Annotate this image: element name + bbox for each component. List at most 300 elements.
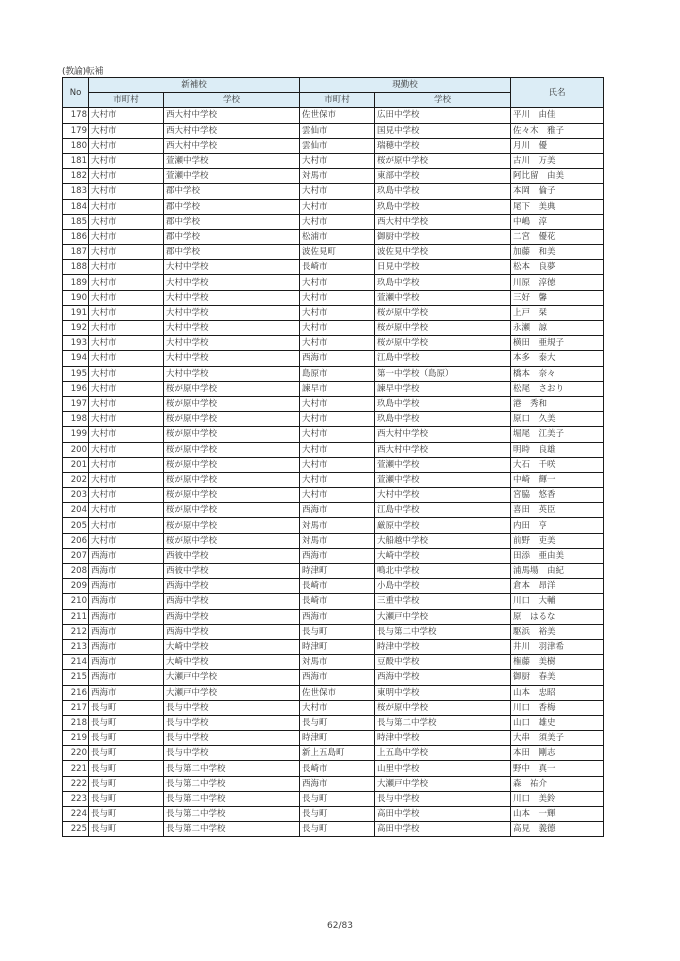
table-row [63,442,604,457]
cell-name: 橋本 奈々 [511,366,604,381]
cell-name: 本田 剛志 [511,746,604,761]
cell-no: 215 [63,670,89,685]
cell-name: 中崎 輝一 [511,472,604,487]
table-row [63,791,604,806]
cell-new-school: 長与第二中学校 [164,776,300,791]
cell-current-school: 萱瀬中学校 [375,290,511,305]
table-row [63,457,604,472]
cell-new-school: 長与中学校 [164,746,300,761]
cell-name: 内田 亨 [511,518,604,533]
cell-no: 223 [63,791,89,806]
cell-new-municipality: 大村市 [89,184,164,199]
table-row [63,609,604,624]
cell-name: 原 はるな [511,609,604,624]
cell-name: 古川 万美 [511,153,604,168]
cell-no: 181 [63,153,89,168]
cell-name: 宮脇 悠香 [511,488,604,503]
cell-current-municipality: 対馬市 [300,169,375,184]
cell-no: 219 [63,731,89,746]
cell-current-school: 江島中学校 [375,351,511,366]
cell-current-municipality: 大村市 [300,412,375,427]
cell-name: 港 秀和 [511,396,604,411]
cell-no: 180 [63,138,89,153]
cell-new-municipality: 大村市 [89,229,164,244]
cell-current-school: 第一中学校（島原） [375,366,511,381]
cell-new-school: 長与中学校 [164,731,300,746]
cell-new-school: 郡中学校 [164,184,300,199]
cell-current-municipality: 大村市 [300,214,375,229]
cell-current-municipality: 時津町 [300,639,375,654]
cell-current-school: 三重中学校 [375,594,511,609]
cell-current-municipality: 長崎市 [300,260,375,275]
cell-name: 川原 淳徳 [511,275,604,290]
cell-new-municipality: 長与町 [89,715,164,730]
cell-name: 原口 久美 [511,412,604,427]
cell-current-municipality: 諫早市 [300,381,375,396]
cell-new-municipality: 西海市 [89,670,164,685]
cell-new-municipality: 大村市 [89,366,164,381]
cell-no: 189 [63,275,89,290]
cell-current-municipality: 島原市 [300,366,375,381]
cell-new-municipality: 大村市 [89,351,164,366]
cell-current-municipality: 大村市 [300,396,375,411]
cell-no: 196 [63,381,89,396]
cell-new-municipality: 大村市 [89,169,164,184]
cell-name: 本岡 倫子 [511,184,604,199]
cell-current-municipality: 長崎市 [300,579,375,594]
cell-new-school: 大瀬戸中学校 [164,685,300,700]
cell-name: 川口 大輔 [511,594,604,609]
table-row [63,427,604,442]
cell-new-municipality: 大村市 [89,260,164,275]
cell-current-school: 山里中学校 [375,761,511,776]
cell-name: 前野 吏美 [511,533,604,548]
cell-new-school: 桜が原中学校 [164,427,300,442]
cell-current-municipality: 大村市 [300,442,375,457]
cell-no: 192 [63,321,89,336]
table-row [63,366,604,381]
cell-no: 200 [63,442,89,457]
cell-new-municipality: 大村市 [89,457,164,472]
cell-no: 210 [63,594,89,609]
header-current-school: 学校 [375,93,511,108]
cell-name: 松本 良夢 [511,260,604,275]
cell-name: 田添 亜由美 [511,548,604,563]
cell-current-school: 西海中学校 [375,670,511,685]
cell-current-municipality: 松浦市 [300,229,375,244]
cell-no: 207 [63,548,89,563]
cell-current-school: 長与中学校 [375,791,511,806]
table-row [63,700,604,715]
cell-current-school: 大瀬戸中学校 [375,609,511,624]
cell-current-school: 萱瀬中学校 [375,457,511,472]
cell-current-municipality: 長与町 [300,791,375,806]
cell-current-school: 玖島中学校 [375,275,511,290]
cell-new-municipality: 大村市 [89,108,164,123]
cell-new-municipality: 西海市 [89,609,164,624]
table-row [63,685,604,700]
cell-no: 199 [63,427,89,442]
cell-new-municipality: 西海市 [89,685,164,700]
cell-new-school: 西彼中学校 [164,548,300,563]
cell-name: 倉本 昂洋 [511,579,604,594]
cell-no: 209 [63,579,89,594]
cell-no: 185 [63,214,89,229]
cell-current-school: 西大村中学校 [375,214,511,229]
header-new-municipality: 市町村 [89,93,164,108]
header-current-school-group: 現勤校 [300,78,511,93]
transfer-roster-table [62,77,604,837]
cell-current-municipality: 西海市 [300,776,375,791]
table-row [63,503,604,518]
cell-no: 218 [63,715,89,730]
cell-new-school: 長与第二中学校 [164,791,300,806]
cell-current-school: 鳴北中学校 [375,564,511,579]
cell-new-school: 長与中学校 [164,700,300,715]
cell-current-municipality: 対馬市 [300,533,375,548]
table-row [63,776,604,791]
cell-current-municipality: 雲仙市 [300,123,375,138]
cell-current-school: 大船越中学校 [375,533,511,548]
cell-no: 224 [63,807,89,822]
cell-current-school: 玖島中学校 [375,396,511,411]
cell-new-school: 大崎中学校 [164,639,300,654]
cell-current-school: 波佐見中学校 [375,245,511,260]
cell-no: 217 [63,700,89,715]
cell-new-municipality: 大村市 [89,123,164,138]
cell-no: 182 [63,169,89,184]
table-row [63,639,604,654]
cell-no: 206 [63,533,89,548]
cell-no: 198 [63,412,89,427]
table-body [63,108,604,837]
cell-new-school: 郡中学校 [164,245,300,260]
cell-current-municipality: 大村市 [300,488,375,503]
cell-current-school: 日見中学校 [375,260,511,275]
table-row [63,564,604,579]
cell-new-school: 桜が原中学校 [164,472,300,487]
cell-new-school: 西彼中学校 [164,564,300,579]
cell-no: 179 [63,123,89,138]
cell-current-school: 西大村中学校 [375,442,511,457]
cell-current-municipality: 西海市 [300,609,375,624]
table-row [63,336,604,351]
cell-no: 191 [63,305,89,320]
cell-name: 山口 雄史 [511,715,604,730]
cell-new-municipality: 大村市 [89,396,164,411]
cell-no: 208 [63,564,89,579]
cell-current-school: 小島中学校 [375,579,511,594]
header-name: 氏名 [511,78,604,108]
cell-name: 加藤 和美 [511,245,604,260]
cell-name: 二宮 優花 [511,229,604,244]
cell-current-municipality: 大村市 [300,472,375,487]
cell-new-municipality: 大村市 [89,153,164,168]
cell-new-school: 西大村中学校 [164,123,300,138]
cell-new-school: 大村中学校 [164,321,300,336]
cell-no: 184 [63,199,89,214]
cell-name: 阿比留 由美 [511,169,604,184]
cell-new-school: 西海中学校 [164,579,300,594]
cell-new-municipality: 大村市 [89,214,164,229]
table-row [63,321,604,336]
table-row [63,260,604,275]
cell-current-municipality: 西海市 [300,503,375,518]
cell-new-municipality: 大村市 [89,199,164,214]
cell-new-school: 桜が原中学校 [164,488,300,503]
cell-current-municipality: 対馬市 [300,655,375,670]
table-row [63,746,604,761]
cell-current-municipality: 大村市 [300,336,375,351]
header-current-municipality: 市町村 [300,93,375,108]
cell-new-school: 萱瀬中学校 [164,153,300,168]
cell-no: 187 [63,245,89,260]
cell-current-school: 玖島中学校 [375,199,511,214]
cell-new-municipality: 西海市 [89,624,164,639]
cell-new-school: 西海中学校 [164,594,300,609]
cell-new-school: 西海中学校 [164,609,300,624]
cell-new-municipality: 長与町 [89,731,164,746]
cell-current-municipality: 長崎市 [300,594,375,609]
cell-current-school: 厳原中学校 [375,518,511,533]
cell-new-school: 桜が原中学校 [164,533,300,548]
cell-name: 大串 須美子 [511,731,604,746]
cell-new-school: 西大村中学校 [164,138,300,153]
cell-no: 220 [63,746,89,761]
cell-name: 川口 美鈴 [511,791,604,806]
cell-current-municipality: 西海市 [300,351,375,366]
cell-current-school: 大村中学校 [375,488,511,503]
cell-new-school: 大村中学校 [164,305,300,320]
cell-no: 205 [63,518,89,533]
cell-new-school: 桜が原中学校 [164,503,300,518]
cell-current-school: 桜が原中学校 [375,336,511,351]
cell-current-municipality: 西海市 [300,548,375,563]
cell-new-municipality: 大村市 [89,427,164,442]
cell-name: 浦馬場 由紀 [511,564,604,579]
cell-current-school: 玖島中学校 [375,184,511,199]
table-row [63,488,604,503]
cell-new-municipality: 大村市 [89,290,164,305]
cell-current-municipality: 波佐見町 [300,245,375,260]
cell-new-municipality: 西海市 [89,548,164,563]
cell-name: 横田 亜規子 [511,336,604,351]
cell-current-municipality: 大村市 [300,153,375,168]
page-number: 62/83 [327,921,353,931]
cell-new-municipality: 西海市 [89,594,164,609]
cell-no: 194 [63,351,89,366]
cell-no: 214 [63,655,89,670]
cell-name: 明時 良雄 [511,442,604,457]
cell-name: 高見 義德 [511,822,604,837]
cell-name: 駆浜 裕美 [511,624,604,639]
table-row [63,822,604,837]
cell-current-school: 桜が原中学校 [375,153,511,168]
cell-name: 松尾 さおり [511,381,604,396]
table-row [63,214,604,229]
cell-name: 御厨 春美 [511,670,604,685]
cell-new-municipality: 大村市 [89,138,164,153]
cell-name: 上戸 栞 [511,305,604,320]
table-row [63,533,604,548]
cell-new-municipality: 大村市 [89,245,164,260]
table-row [63,548,604,563]
cell-no: 225 [63,822,89,837]
table-row [63,199,604,214]
cell-new-municipality: 長与町 [89,791,164,806]
cell-new-municipality: 長与町 [89,807,164,822]
table-row [63,138,604,153]
cell-current-municipality: 長与町 [300,624,375,639]
table-row [63,412,604,427]
cell-name: 中嶋 淳 [511,214,604,229]
cell-name: 森 祐介 [511,776,604,791]
cell-current-municipality: 大村市 [300,321,375,336]
cell-new-municipality: 大村市 [89,518,164,533]
cell-current-school: 桜が原中学校 [375,321,511,336]
cell-current-school: 東部中学校 [375,169,511,184]
header-no: No [63,78,89,108]
table-row [63,290,604,305]
cell-current-school: 御厨中学校 [375,229,511,244]
table-row [63,184,604,199]
cell-new-school: 大村中学校 [164,336,300,351]
cell-new-school: 西大村中学校 [164,108,300,123]
cell-new-municipality: 長与町 [89,822,164,837]
cell-current-municipality: 大村市 [300,184,375,199]
cell-current-municipality: 佐世保市 [300,108,375,123]
cell-new-municipality: 大村市 [89,275,164,290]
cell-no: 195 [63,366,89,381]
cell-current-municipality: 大村市 [300,427,375,442]
cell-new-school: 大村中学校 [164,260,300,275]
cell-name: 佐々木 雅子 [511,123,604,138]
cell-no: 190 [63,290,89,305]
cell-new-school: 大崎中学校 [164,655,300,670]
cell-new-municipality: 西海市 [89,655,164,670]
table-row [63,594,604,609]
cell-new-school: 桜が原中学校 [164,518,300,533]
table-row [63,807,604,822]
cell-current-municipality: 長与町 [300,807,375,822]
table-header [63,78,604,108]
cell-new-school: 萱瀬中学校 [164,169,300,184]
cell-no: 203 [63,488,89,503]
cell-name: 三好 馨 [511,290,604,305]
cell-new-municipality: 大村市 [89,336,164,351]
cell-current-school: 諫早中学校 [375,381,511,396]
cell-current-school: 長与第二中学校 [375,715,511,730]
cell-new-municipality: 大村市 [89,381,164,396]
cell-current-school: 長与第二中学校 [375,624,511,639]
cell-no: 193 [63,336,89,351]
cell-current-municipality: 大村市 [300,305,375,320]
cell-name: 喜田 英臣 [511,503,604,518]
cell-current-school: 広田中学校 [375,108,511,123]
cell-no: 211 [63,609,89,624]
table-row [63,351,604,366]
table-row [63,518,604,533]
cell-name: 堀尾 江美子 [511,427,604,442]
cell-name: 月川 優 [511,138,604,153]
cell-name: 井川 羽津希 [511,639,604,654]
cell-current-municipality: 佐世保市 [300,685,375,700]
cell-new-municipality: 西海市 [89,564,164,579]
table-row [63,655,604,670]
cell-new-school: 西海中学校 [164,624,300,639]
cell-no: 178 [63,108,89,123]
cell-current-municipality: 時津町 [300,731,375,746]
cell-new-municipality: 長与町 [89,776,164,791]
cell-current-school: 玖島中学校 [375,412,511,427]
cell-current-municipality: 大村市 [300,199,375,214]
cell-current-school: 桜が原中学校 [375,305,511,320]
cell-new-school: 郡中学校 [164,229,300,244]
cell-new-school: 桜が原中学校 [164,442,300,457]
cell-no: 197 [63,396,89,411]
cell-name: 山本 忠昭 [511,685,604,700]
table-row [63,123,604,138]
cell-no: 204 [63,503,89,518]
cell-name: 野中 真一 [511,761,604,776]
table-row [63,624,604,639]
cell-new-school: 大村中学校 [164,290,300,305]
cell-current-school: 大崎中学校 [375,548,511,563]
cell-current-school: 国見中学校 [375,123,511,138]
cell-new-municipality: 長与町 [89,746,164,761]
cell-name: 尾下 美典 [511,199,604,214]
cell-name: 平川 由佳 [511,108,604,123]
cell-new-municipality: 大村市 [89,442,164,457]
table-row [63,275,604,290]
cell-new-municipality: 長与町 [89,761,164,776]
cell-new-school: 郡中学校 [164,214,300,229]
cell-new-school: 桜が原中学校 [164,396,300,411]
cell-new-school: 桜が原中学校 [164,412,300,427]
cell-no: 188 [63,260,89,275]
table-row [63,396,604,411]
cell-current-school: 桜が原中学校 [375,700,511,715]
table-row [63,169,604,184]
cell-current-school: 高田中学校 [375,807,511,822]
cell-current-municipality: 大村市 [300,700,375,715]
cell-current-school: 瑞穂中学校 [375,138,511,153]
cell-new-school: 長与第二中学校 [164,822,300,837]
table-row [63,229,604,244]
cell-new-school: 長与中学校 [164,715,300,730]
cell-current-school: 上五島中学校 [375,746,511,761]
cell-no: 202 [63,472,89,487]
cell-current-municipality: 長崎市 [300,761,375,776]
cell-no: 212 [63,624,89,639]
cell-no: 186 [63,229,89,244]
cell-current-municipality: 対馬市 [300,518,375,533]
table-row [63,153,604,168]
cell-new-municipality: 西海市 [89,579,164,594]
cell-new-school: 桜が原中学校 [164,381,300,396]
table-row [63,381,604,396]
table-row [63,305,604,320]
cell-current-municipality: 大村市 [300,275,375,290]
cell-name: 本多 泰大 [511,351,604,366]
cell-new-school: 桜が原中学校 [164,457,300,472]
table-row [63,761,604,776]
table-row [63,731,604,746]
cell-new-school: 大村中学校 [164,275,300,290]
cell-name: 権藤 美樹 [511,655,604,670]
cell-new-municipality: 大村市 [89,305,164,320]
table-row [63,670,604,685]
